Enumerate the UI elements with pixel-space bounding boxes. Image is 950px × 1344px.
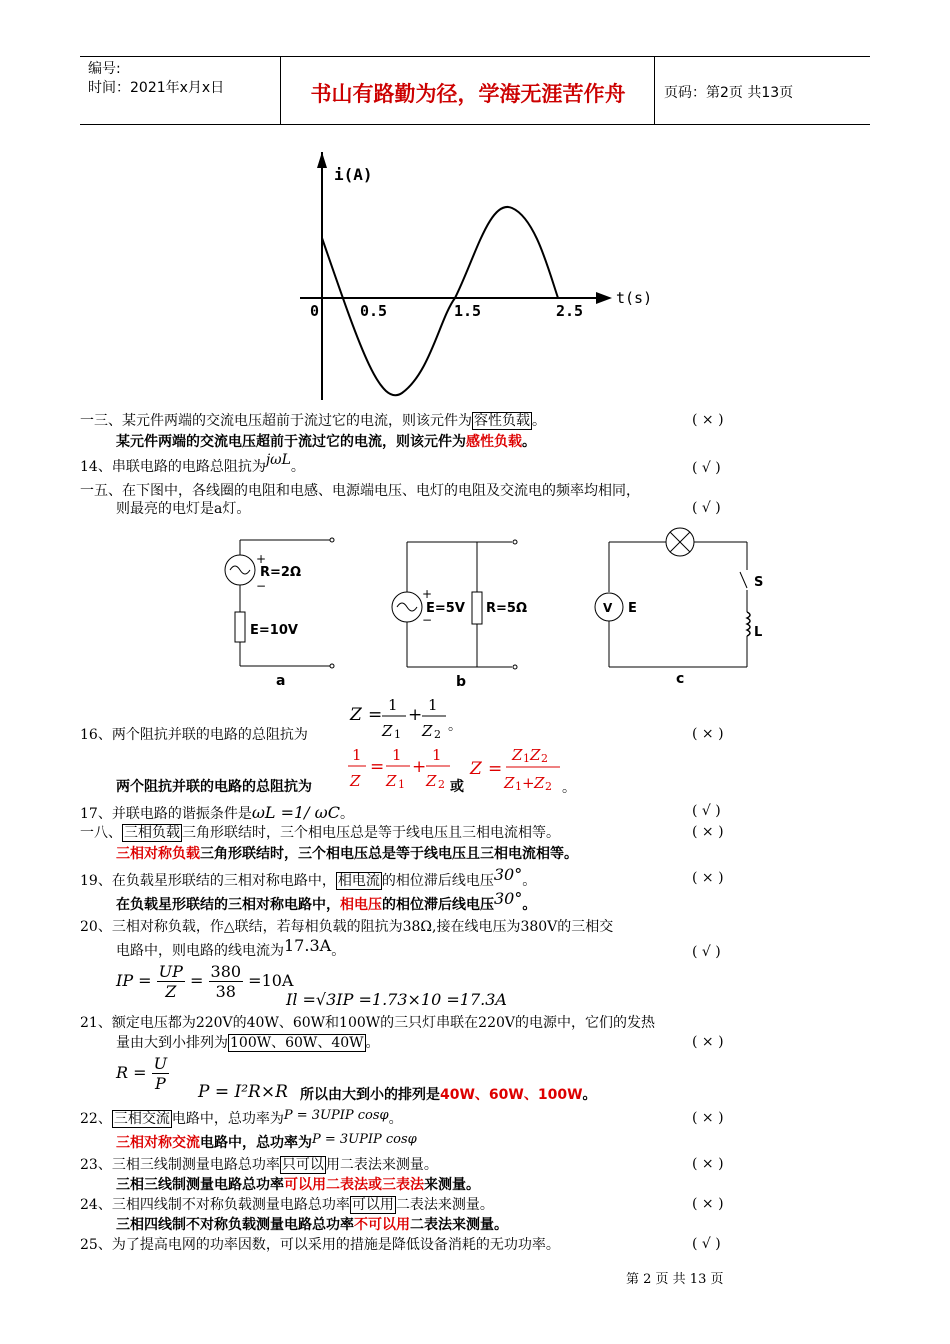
svg-text:1: 1 <box>515 780 522 793</box>
label-s: S <box>754 575 764 590</box>
question-21-line1: 21、额定电压都为220V的40W、60W和100W的三只灯串联在220V的电源中，它们的发热 <box>80 1015 655 1031</box>
question-21-line2: 量由大到小排列为 100W、60W、40W 。 <box>116 1035 380 1051</box>
header-meta <box>88 60 224 98</box>
question-19: 19、在负载星形联结的三相对称电路中， 相电流 的相位滞后线电压30°。 <box>80 865 537 889</box>
answer-16-or: 或 <box>450 779 464 795</box>
svg-text:+: + <box>422 587 433 601</box>
svg-text:+: + <box>408 705 423 725</box>
formula-21-r: R = $\frac{U}{P}$ <box>116 1054 168 1093</box>
header-divider-left <box>280 56 281 124</box>
svg-text:+: + <box>412 757 427 777</box>
mark-22: ( × ) <box>692 1110 724 1126</box>
circuit-label: a <box>276 673 286 689</box>
question-20-line2: 电路中，则电路的线电流为17.3A。 <box>116 936 346 959</box>
svg-text:Z: Z <box>512 746 523 764</box>
time-label: 时间：2021年x月x日 <box>88 80 225 96</box>
formula-21-p: P = I²R×R <box>198 1082 288 1102</box>
tick-label: 1.5 <box>454 302 482 320</box>
svg-text:。: 。 <box>562 780 576 796</box>
svg-text:−: − <box>256 579 267 593</box>
svg-text:1: 1 <box>523 752 530 765</box>
mark-14: ( √ ) <box>692 460 721 476</box>
header-motto: 书山有路勤为径，学海无涯苦作舟 <box>310 82 626 106</box>
svg-text:。: 。 <box>448 718 462 734</box>
svg-text:−: − <box>422 613 433 627</box>
svg-text:Z: Z <box>350 705 362 725</box>
boxed-term: 三相交流 <box>113 1111 170 1127</box>
y-axis-label: i(A) <box>334 165 373 184</box>
svg-text:Z: Z <box>382 722 393 740</box>
mark-18: ( × ) <box>692 824 724 840</box>
svg-text:Z: Z <box>350 772 361 790</box>
svg-text:=: = <box>488 759 503 779</box>
formula-16 <box>346 692 462 744</box>
tick-label: 2.5 <box>556 302 584 320</box>
label-r: R=2Ω <box>260 565 301 580</box>
question-16: 16、两个阻抗并联的电路的总阻抗为 <box>80 727 308 743</box>
svg-text:1: 1 <box>388 696 398 714</box>
boxed-term: 可以用 <box>351 1197 394 1213</box>
answer-21: 所以由大到小的排列是40W、60W、100W。 <box>300 1087 597 1103</box>
answer-13: 某元件两端的交流电压超前于流过它的电流，则该元件为感性负载。 <box>116 434 536 450</box>
boxed-term: 只可以 <box>281 1157 324 1173</box>
mark-23: ( × ) <box>692 1156 724 1172</box>
circuit-c <box>595 528 763 687</box>
svg-text:Z: Z <box>386 772 397 790</box>
question-18: 一八、 三相负载 三角形联结时，三个相电压总是等于线电压且三相电流相等。 <box>80 825 560 841</box>
answer-22: 三相对称交流电路中，总功率为P = 3UPIP cosφ <box>116 1132 417 1151</box>
svg-text:2: 2 <box>541 752 548 765</box>
boxed-term: 100W、60W、40W <box>230 1035 364 1051</box>
sine-curve <box>322 207 558 395</box>
question-17: 17、并联电路的谐振条件是ωL =1/ ωC。 <box>80 803 354 822</box>
question-23: 23、三相三线制测量电路总功率 只可以 用二表法来测量。 <box>80 1157 438 1173</box>
question-20-line1: 20、三相对称负载，作△联结，若每相负载的阻抗为38Ω,接在线电压为380V的三相交 <box>80 919 614 935</box>
svg-text:Z: Z <box>504 774 515 792</box>
tick-label: 0 <box>310 302 320 320</box>
mark-21: ( × ) <box>692 1034 724 1050</box>
svg-text:Z: Z <box>534 774 545 792</box>
question-13: 一三、某元件两端的交流电压超前于流过它的电流，则该元件为 容性负载 。 <box>80 413 546 429</box>
inductor-icon <box>747 612 750 636</box>
current-waveform-graph <box>290 148 653 408</box>
label-e: E=5V <box>426 601 465 616</box>
svg-text:1: 1 <box>392 746 402 764</box>
question-14: 14、串联电路的电路总阻抗为jωL。 <box>80 452 305 475</box>
answer-16: 两个阻抗并联的电路的总阻抗为 <box>116 779 312 795</box>
svg-text:Z: Z <box>530 746 541 764</box>
mark-15: ( √ ) <box>692 500 721 516</box>
header-page-info: 页码：第2页 共13页 <box>664 85 794 101</box>
answer-23: 三相三线制测量电路总功率可以用二表法或三表法来测量。 <box>116 1177 480 1193</box>
question-24: 24、三相四线制不对称负载测量电路总功率 可以用 二表法来测量。 <box>80 1197 494 1213</box>
circuit-b <box>392 540 527 690</box>
answer-19: 在负载星形联结的三相对称电路中，相电压的相位滞后线电压30°。 <box>116 889 537 913</box>
y-axis-arrow <box>317 152 327 168</box>
boxed-term: 相电流 <box>337 873 380 889</box>
label-e: E=10V <box>250 623 298 638</box>
svg-text:=: = <box>368 705 383 725</box>
question-22: 22、 三相交流 电路中，总功率为P = 3UPIP cosφ。 <box>80 1108 403 1127</box>
mark-24: ( × ) <box>692 1196 724 1212</box>
switch-icon <box>740 572 747 588</box>
svg-text:+: + <box>522 774 535 792</box>
label-l: L <box>754 625 763 640</box>
svg-text:V: V <box>603 601 613 615</box>
header-bottom-rule <box>80 124 870 125</box>
mark-25: ( √ ) <box>692 1236 721 1252</box>
header-top-rule <box>80 56 870 57</box>
label-e: E <box>628 601 637 616</box>
x-axis-arrow <box>596 292 612 304</box>
boxed-term: 三相负载 <box>124 825 180 841</box>
svg-text:Z: Z <box>426 772 437 790</box>
mark-20: ( √ ) <box>692 944 721 960</box>
svg-text:+: + <box>256 552 267 566</box>
svg-text:1: 1 <box>398 778 405 791</box>
svg-text:1: 1 <box>428 696 438 714</box>
svg-text:1: 1 <box>394 728 401 741</box>
mark-17: ( √ ) <box>692 803 721 819</box>
resistor-icon <box>235 612 245 642</box>
page-footer: 第 2 页 共 13 页 <box>626 1272 724 1287</box>
label-r: R=5Ω <box>486 601 527 616</box>
svg-text:2: 2 <box>545 780 552 793</box>
svg-text:Z: Z <box>470 759 482 779</box>
mark-16: ( × ) <box>692 726 724 742</box>
resistor-icon <box>472 592 482 624</box>
header-divider-right <box>654 56 655 124</box>
mark-13: ( × ) <box>692 412 724 428</box>
answer-24: 三相四线制不对称负载测量电路总功率不可以用二表法来测量。 <box>116 1217 508 1233</box>
circuit-label: b <box>456 674 467 690</box>
svg-text:1: 1 <box>432 746 442 764</box>
formula-20a: IP = $\frac{UP}{Z}$ = $\frac{380}{38}$ =10A <box>116 962 294 1001</box>
boxed-term: 容性负载 <box>474 413 530 429</box>
circuit-a <box>225 538 334 689</box>
number-label: 编号: <box>88 61 121 77</box>
circuit-diagrams <box>210 530 770 695</box>
question-15-line1: 一五、在下图中，各线圈的电阻和电感、电源端电压、电灯的电阻及交流电的频率均相同， <box>80 483 640 499</box>
mark-19: ( × ) <box>692 870 724 886</box>
svg-text:Z: Z <box>422 722 433 740</box>
tick-label: 0.5 <box>360 302 388 320</box>
question-25: 25、为了提高电网的功率因数，可以采用的措施是降低设备消耗的无功功率。 <box>80 1237 560 1253</box>
x-axis-label: t(s) <box>616 289 653 307</box>
svg-text:2: 2 <box>438 778 445 791</box>
circuit-label: c <box>676 671 685 687</box>
answer-18: 三相对称负载三角形联结时，三个相电压总是等于线电压且三相电流相等。 <box>116 846 578 862</box>
formula-20b: Il =√3IP =1.73×10 =17.3A <box>286 990 507 1009</box>
question-15-line2: 则最亮的电灯是a灯。 <box>116 501 251 517</box>
svg-text:=: = <box>370 757 385 777</box>
svg-text:2: 2 <box>434 728 441 741</box>
svg-text:1: 1 <box>352 746 362 764</box>
